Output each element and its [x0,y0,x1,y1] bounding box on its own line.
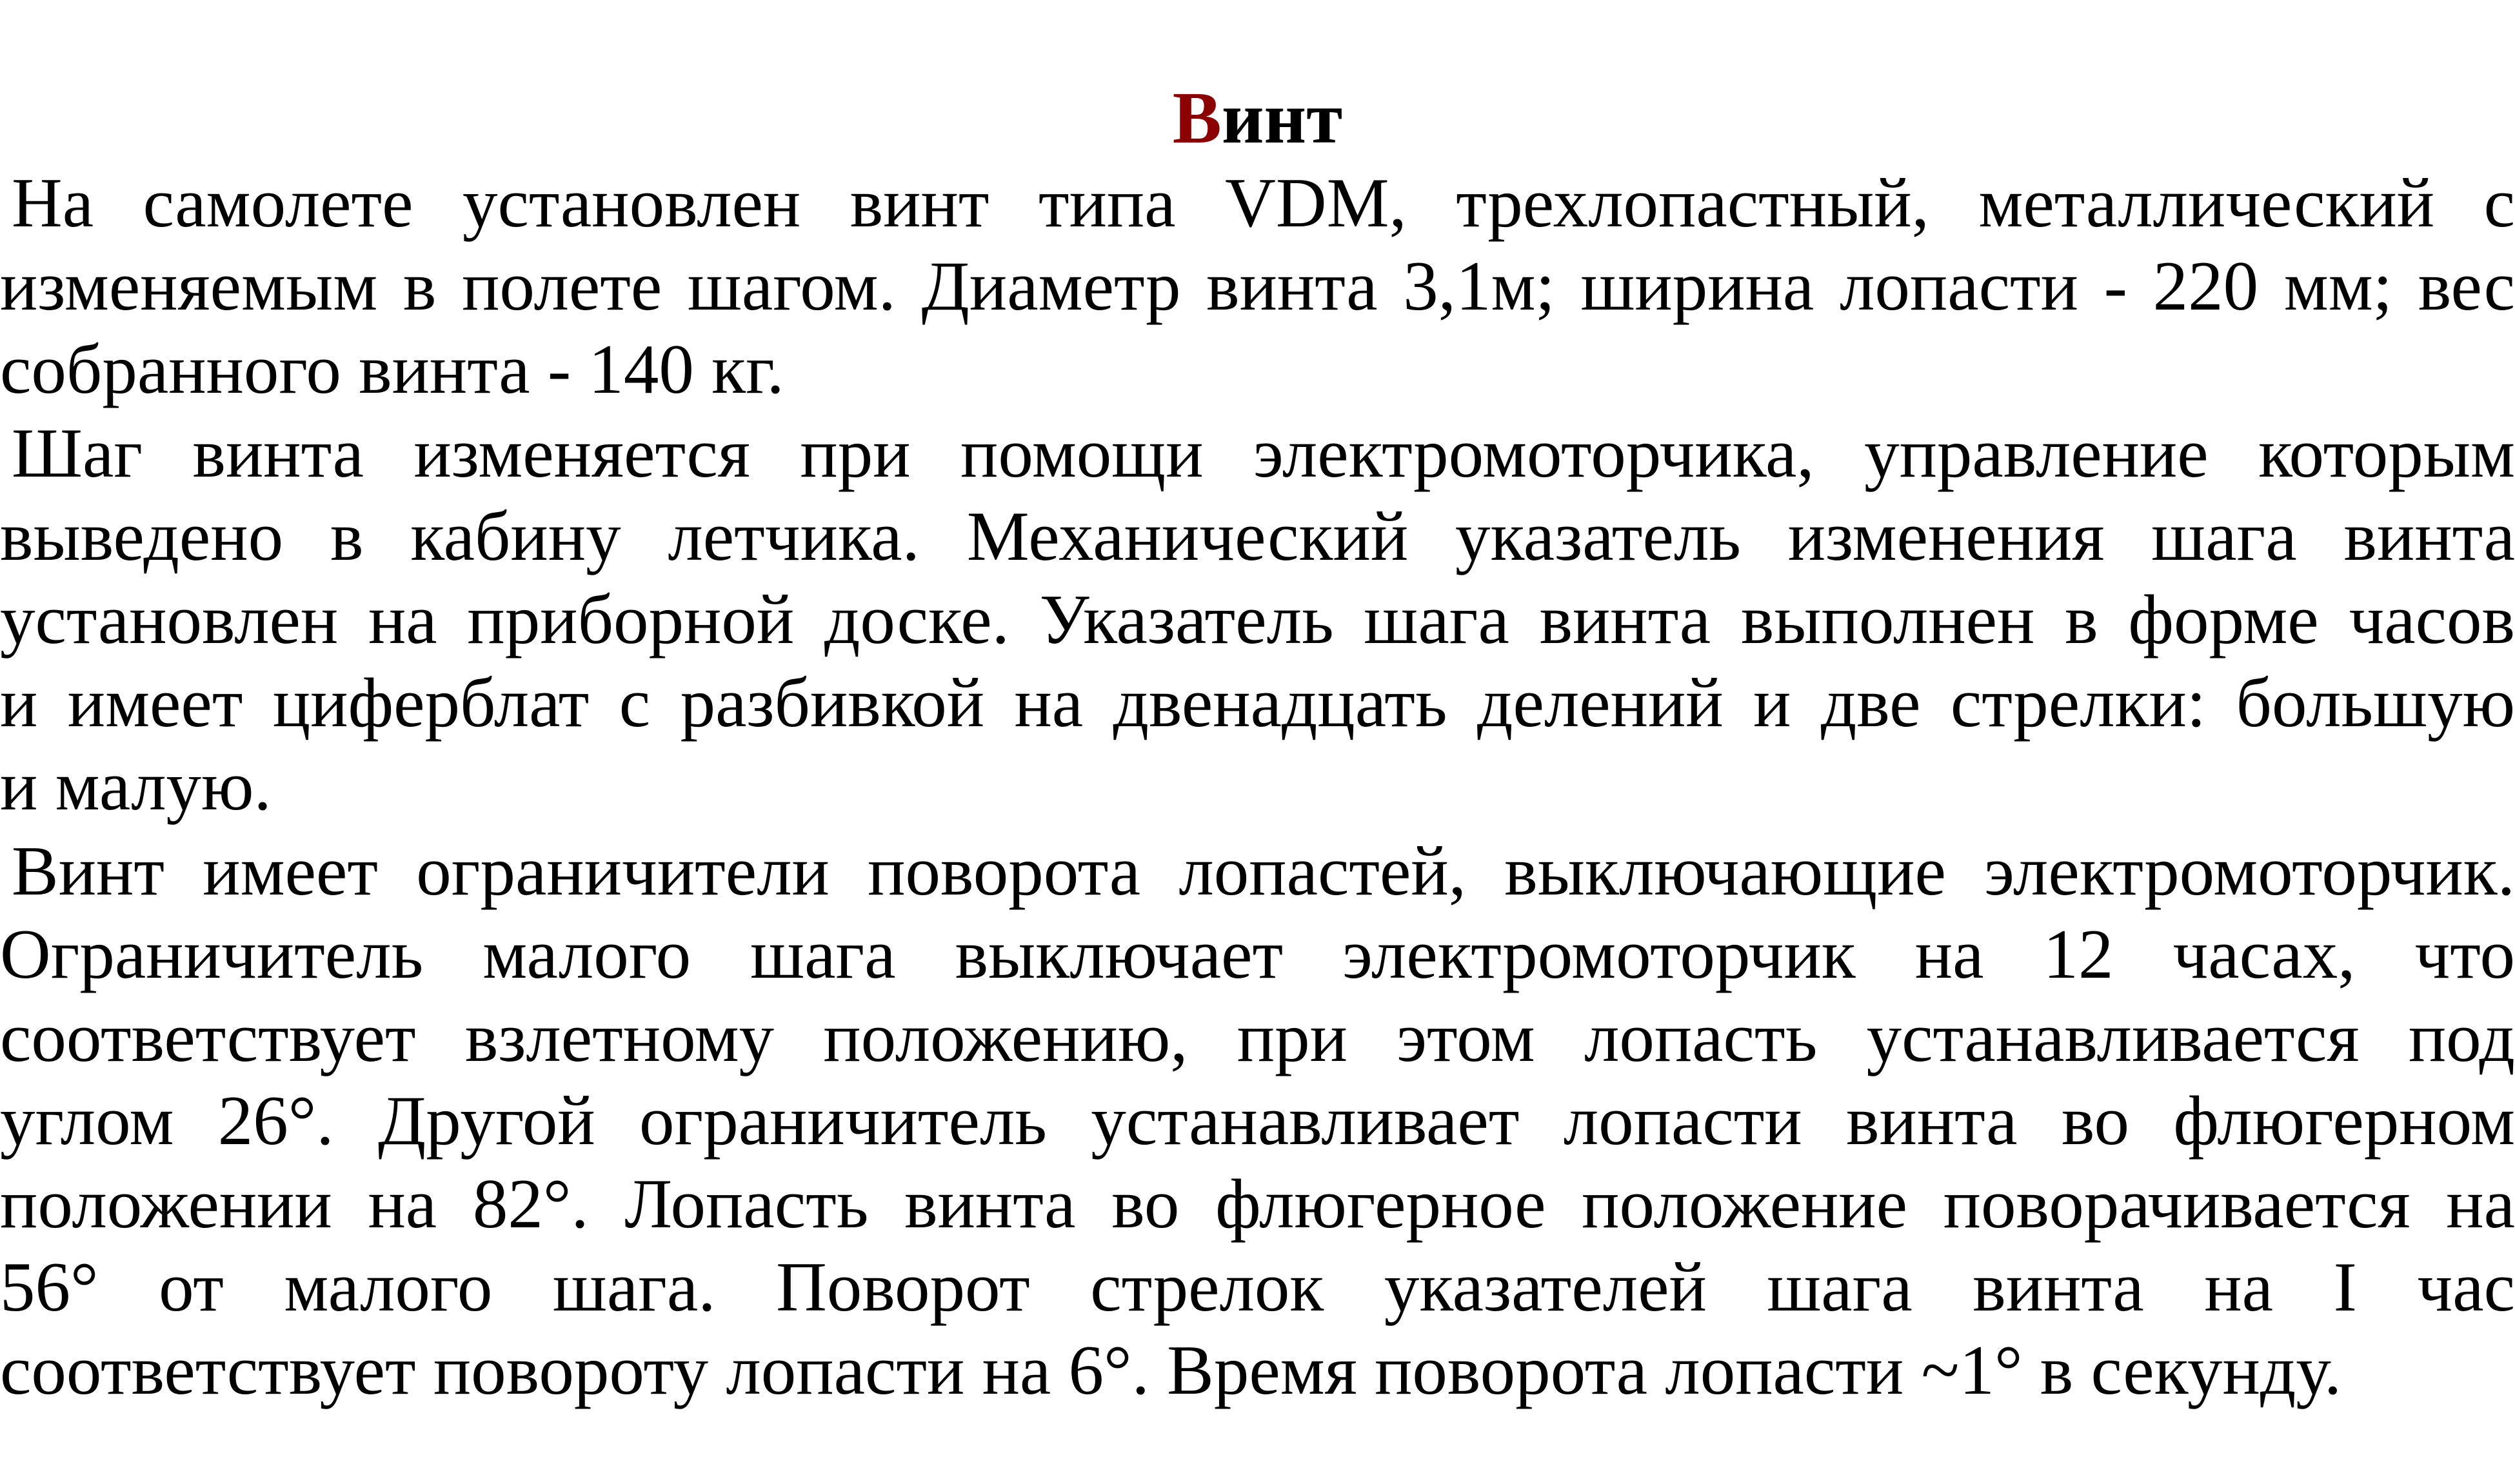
paragraph-line: установлен на приборной доске. Указатель шага винта выполнен в форме часов [0,580,2515,658]
paragraph-2 [0,411,2515,827]
paragraph-line: положении на 82°. Лопасть винта во флюгерное положение поворачивается на [0,1165,2515,1243]
paragraph-line: Винт имеет ограничители поворота лопастей, выключающие электромоторчик. [12,832,2515,910]
paragraph-line: Ограничитель малого шага выключает электромоторчик на 12 часах, что [0,915,2515,993]
title-rest: инт [1221,77,1343,159]
paragraph-line: и имеет циферблат с разбивкой на двенадцать делений и две стрелки: большую [0,664,2515,742]
paragraph-line: углом 26°. Другой ограничитель устанавливает лопасти винта во флюгерном [0,1082,2515,1160]
title-first-letter: В [1172,77,1222,159]
paragraph-line: 56° от малого шага. Поворот стрелок указателей шага винта на I час [0,1248,2515,1326]
paragraph-line: соответствует повороту лопасти на 6°. Время поворота лопасти ~1° в секунду. [0,1331,2342,1409]
paragraph-line: изменяемым в полете шагом. Диаметр винта 3,1м; ширина лопасти - 220 мм; вес [0,247,2515,325]
paragraph-3 [0,829,2515,1412]
paragraph-line: соответствует взлетному положению, при этом лопасть устанавливается под [0,998,2515,1076]
paragraph-line: Шаг винта изменяется при помощи электромоторчика, управление которым [12,414,2515,492]
paragraph-line: и малую. [0,747,272,825]
paragraph-1 [0,161,2515,411]
page-title [0,76,2515,160]
paragraph-line: собранного винта - 140 кг. [0,330,784,408]
paragraph-line: На самолете установлен винт типа VDM, трехлопастный, металлический с [12,164,2515,242]
paragraph-line: выведено в кабину летчика. Механический указатель изменения шага винта [0,497,2515,575]
